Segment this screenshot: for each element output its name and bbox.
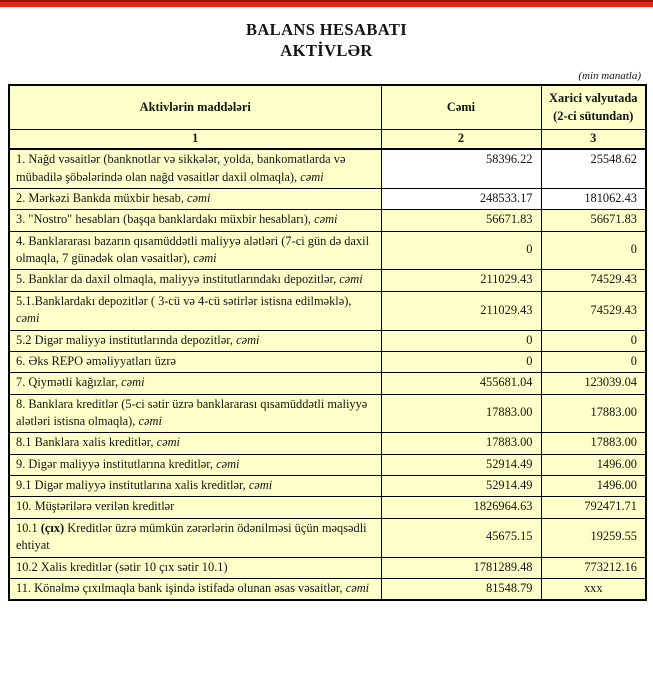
label-text: 10. Müştərilərə verilən kreditlər: [16, 499, 175, 514]
foreign-currency-value-cell: 19259.55: [541, 518, 646, 557]
row-label: [9, 210, 381, 231]
row-label: [9, 351, 381, 372]
row-label: [9, 270, 381, 291]
total-value-cell: 56671.83: [381, 210, 541, 231]
total-value-cell: 52914.49: [381, 454, 541, 475]
label-text: 8.1 Banklara xalis kreditlər,: [16, 435, 157, 450]
column-number-3: 3: [541, 129, 646, 149]
total-value-cell: 81548.79: [381, 578, 541, 600]
foreign-currency-value-cell: 1496.00: [541, 476, 646, 497]
table-row: [9, 149, 646, 188]
total-value-cell: 211029.43: [381, 291, 541, 330]
table-row: [9, 231, 646, 270]
label-text: 1. Nağd vəsaitlər (banknotlar və sikkələr, yolda, bankomatlarda və mübadilə şöbələrində olan nağd vəsaitlər daxil olmaqla),: [16, 152, 346, 184]
foreign-currency-value-cell: 17883.00: [541, 394, 646, 433]
label-text: Kreditlər üzrə mümkün zərərlərin ödənilməsi üçün məqsədli ehtiyat: [16, 520, 367, 553]
foreign-currency-value-cell: 1496.00: [541, 454, 646, 475]
foreign-currency-value-cell: 0: [541, 351, 646, 372]
row-label: [9, 433, 381, 454]
total-value-cell: 248533.17: [381, 189, 541, 210]
label-text: cəmi: [248, 478, 273, 493]
label-text: cəmi: [138, 414, 162, 428]
table-row: [9, 291, 646, 330]
label-text: cəmi: [193, 251, 217, 266]
report-title-line2: AKTİVLƏR: [280, 40, 373, 60]
foreign-currency-value-cell: 123039.04: [541, 373, 646, 394]
table-row: [9, 373, 646, 394]
table-row: [9, 210, 646, 231]
label-text: 9. Digər maliyyə institutlarına kreditlər,: [16, 456, 217, 471]
row-label: [9, 330, 381, 351]
header-items-column: Aktivlərin maddələri: [9, 85, 381, 129]
header-foreign-currency-column: Xarici valyutada (2-ci sütundan): [541, 85, 646, 129]
label-text: 2. Mərkəzi Bankda müxbir hesab,: [16, 191, 188, 206]
total-value-cell: 58396.22: [381, 149, 541, 188]
label-text: 5. Banklar da daxil olmaqla, maliyyə institutlarındakı depozitlər,: [16, 272, 340, 287]
row-label: [9, 497, 381, 518]
foreign-currency-value-cell: 17883.00: [541, 433, 646, 454]
table-row: [9, 351, 646, 372]
foreign-currency-value-cell: 0: [541, 231, 646, 270]
column-number-row: [9, 129, 646, 149]
label-text: 3. "Nostro" hesabları (başqa banklardakı müxbir hesabları),: [16, 212, 315, 227]
unit-note: (min manatla): [578, 70, 641, 83]
label-text: cəmi: [156, 435, 180, 450]
table-row: [9, 330, 646, 351]
label-text: (çıx): [40, 520, 65, 535]
label-text: 5.1.Banklardakı depozitlər ( 3-cü və 4-cü sətirlər istisna edilməklə),: [16, 293, 352, 308]
table-body: [9, 149, 646, 600]
label-text: cəmi: [314, 212, 338, 227]
label-text: 7. Qiymətli kağızlar,: [16, 375, 122, 390]
row-label: [9, 557, 381, 578]
row-label: [9, 578, 381, 600]
table-row: [9, 557, 646, 578]
label-text: cəmi: [236, 332, 260, 347]
row-label: [9, 291, 381, 330]
total-value-cell: 211029.43: [381, 270, 541, 291]
foreign-currency-value-cell: 181062.43: [541, 189, 646, 210]
total-value-cell: 0: [381, 231, 541, 270]
row-label: [9, 476, 381, 497]
foreign-currency-value-cell: xxx: [541, 578, 646, 600]
label-text: 4. Banklararası bazarın qısamüddətli maliyyə alətləri (7-ci gün də daxil olmaqla, 7 günədək olan vəsaitlər),: [16, 233, 370, 266]
table-row: [9, 578, 646, 600]
foreign-currency-value-cell: 792471.71: [541, 497, 646, 518]
header-row: [9, 85, 646, 129]
label-text: cəmi: [121, 375, 145, 390]
foreign-currency-value-cell: 74529.43: [541, 270, 646, 291]
table-row: [9, 476, 646, 497]
label-text: 10.2 Xalis kreditlər (sətir 10 çıx sətir 10.1): [16, 559, 228, 574]
row-label: [9, 231, 381, 270]
table-row: [9, 497, 646, 518]
total-value-cell: 45675.15: [381, 518, 541, 557]
label-text: 11. Könəlmə çıxılmaqla bank işində istifadə olunan əsas vəsaitlər,: [16, 580, 346, 595]
table-row: [9, 189, 646, 210]
label-text: cəmi: [345, 580, 370, 595]
label-text: 5.2 Digər maliyyə institutlarında depozitlər,: [16, 332, 237, 347]
table-row: [9, 454, 646, 475]
row-label: [9, 189, 381, 210]
total-value-cell: 17883.00: [381, 394, 541, 433]
foreign-currency-value-cell: 25548.62: [541, 149, 646, 188]
column-number-1: 1: [9, 129, 381, 149]
label-text: 10.1: [16, 520, 41, 535]
total-value-cell: 17883.00: [381, 433, 541, 454]
row-label: [9, 394, 381, 433]
foreign-currency-value-cell: 0: [541, 330, 646, 351]
balance-sheet-table: [8, 84, 647, 601]
label-text: cəmi: [187, 191, 211, 206]
report-title: [0, 20, 653, 61]
label-text: cəmi: [216, 456, 240, 471]
total-value-cell: 0: [381, 330, 541, 351]
foreign-currency-value-cell: 56671.83: [541, 210, 646, 231]
column-number-2: 2: [381, 129, 541, 149]
label-text: cəmi: [300, 169, 324, 184]
label-text: cəmi: [16, 311, 40, 326]
label-text: cəmi: [339, 272, 363, 287]
total-value-cell: 455681.04: [381, 373, 541, 394]
total-value-cell: 1781289.48: [381, 557, 541, 578]
label-text: 8. Banklara kreditlər (5-ci sətir üzrə banklararası qısamüddətli maliyyə alətləri istisna olmaqla),: [16, 396, 368, 428]
report-title-line1: BALANS HESABATI: [245, 20, 408, 39]
table-row: [9, 394, 646, 433]
foreign-currency-value-cell: 74529.43: [541, 291, 646, 330]
header-total-column: Cəmi: [381, 85, 541, 129]
total-value-cell: 1826964.63: [381, 497, 541, 518]
table-row: [9, 433, 646, 454]
label-text: 6. Əks REPO əməliyyatları üzrə: [16, 353, 177, 368]
foreign-currency-value-cell: 773212.16: [541, 557, 646, 578]
table-row: [9, 270, 646, 291]
row-label: [9, 373, 381, 394]
row-label: [9, 454, 381, 475]
label-text: 9.1 Digər maliyyə institutlarına xalis kreditlər,: [16, 478, 249, 493]
total-value-cell: 52914.49: [381, 476, 541, 497]
table-row: [9, 518, 646, 557]
total-value-cell: 0: [381, 351, 541, 372]
top-accent-bar: [0, 0, 653, 7]
row-label: [9, 149, 381, 188]
row-label: [9, 518, 381, 557]
